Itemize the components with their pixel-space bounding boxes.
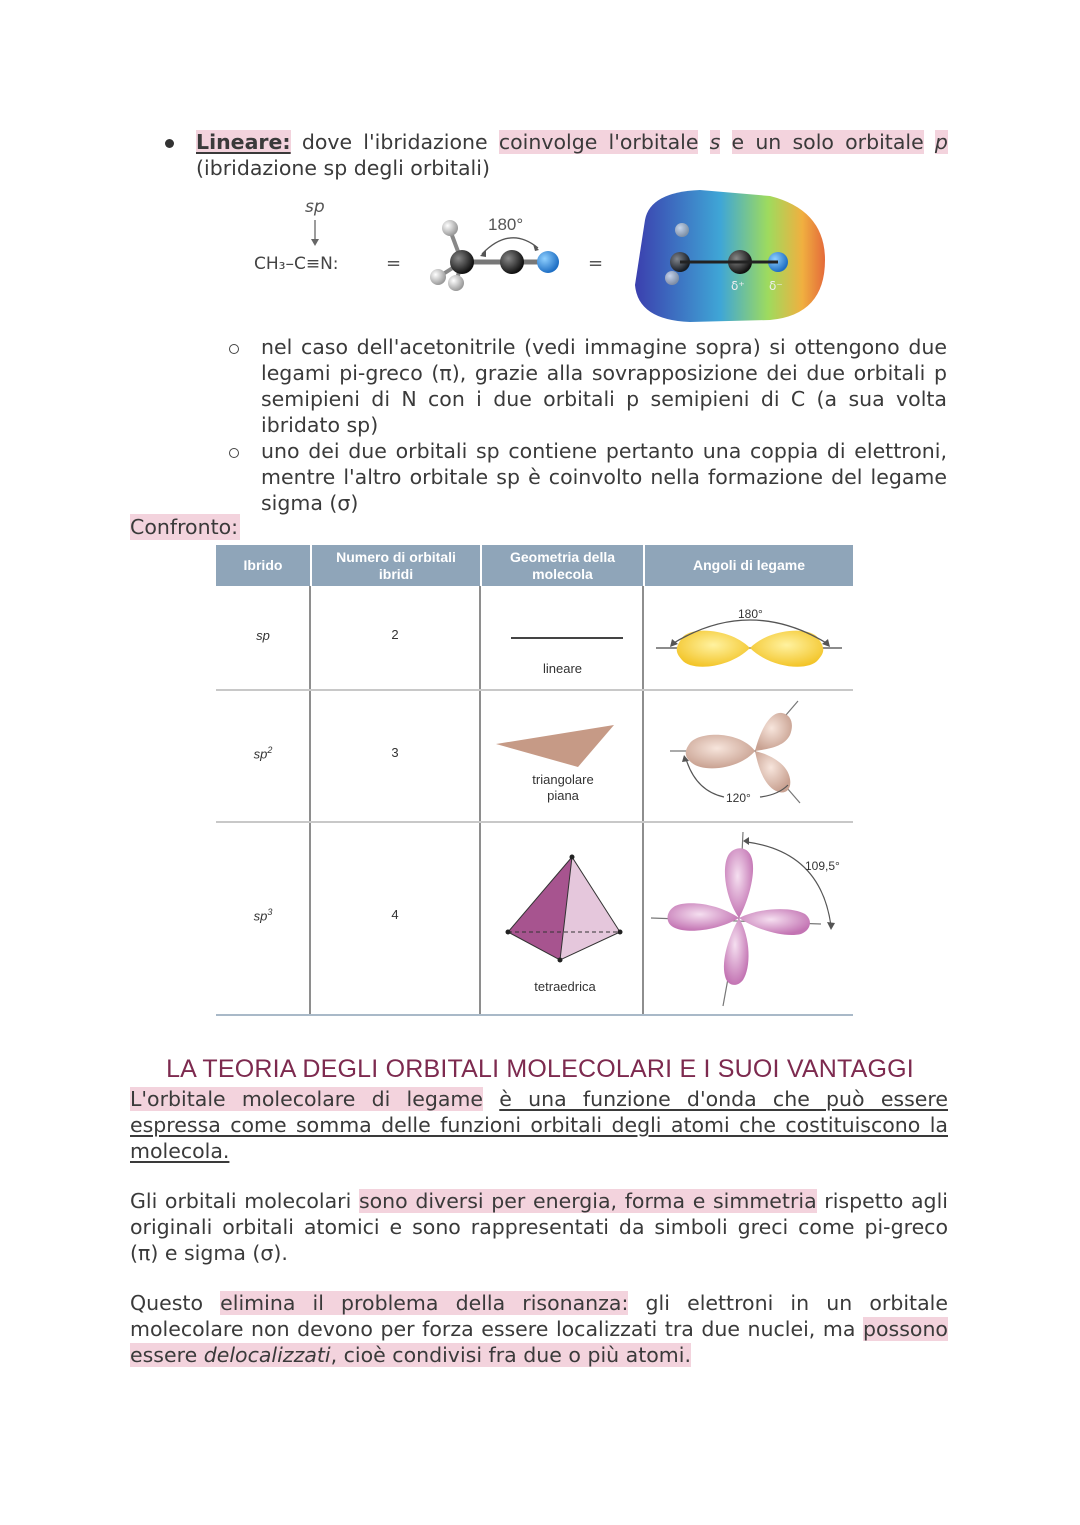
- sub-bullet-1: [229, 344, 239, 354]
- p2-highlight: sono diversi per energia, forma e simmetria: [358, 1189, 817, 1213]
- row-divider-1: [216, 689, 853, 691]
- lineare-term: Lineare:: [196, 130, 291, 154]
- p3-text-a: Questo: [130, 1291, 204, 1315]
- p2-text-a: Gli orbitali molecolari: [130, 1189, 352, 1213]
- row-divider-2: [216, 821, 853, 823]
- row2-ibrido: $sp^2$: [253, 745, 273, 762]
- sp3-orbital-icon: [645, 828, 853, 1008]
- sub1-line-2: legami pi-greco (π), grazie alla sovrapposizione dei due orbitali p: [261, 361, 947, 385]
- lineare-paragraph: [196, 129, 948, 181]
- sp-orbital-icon: [650, 600, 850, 680]
- p1-highlight: L'orbitale molecolare di legame: [130, 1087, 484, 1111]
- p3-delocalizzati: delocalizzati: [203, 1343, 331, 1367]
- angle-label-180: 180°: [488, 215, 524, 234]
- lineare-line-2: (ibridazione sp degli orbitali): [196, 156, 490, 180]
- section-title: LA TEORIA DEGLI ORBITALI MOLECOLARI E I SUOI VANTAGGI: [166, 1055, 914, 1083]
- p3-text-b: gli elettroni in un orbitale: [645, 1291, 948, 1315]
- sp2-orbital-icon: [660, 695, 850, 815]
- header-numero: Numero di orbitali ibridi: [312, 545, 480, 586]
- equals-2: =: [588, 253, 604, 274]
- linear-geometry-line: [511, 637, 623, 639]
- equals-1: =: [386, 253, 402, 274]
- p2-line-3: (π) e sigma (σ).: [130, 1241, 288, 1265]
- paragraph-1: [130, 1086, 948, 1164]
- p2-text-b: rispetto agli: [824, 1189, 948, 1213]
- p3-highlight-2: possono: [862, 1317, 948, 1341]
- p1-line-2: espressa come somma delle funzioni orbitali degli atomi che costituiscono la: [130, 1113, 948, 1137]
- row3-numero: 4: [391, 907, 399, 922]
- row3-angolo: 109,5°: [805, 859, 840, 873]
- paragraph-3: [130, 1290, 948, 1368]
- p2-line-2: originali orbitali atomici e sono rappresentati da simboli greci come pi-greco: [130, 1215, 948, 1239]
- sp-label: sp: [305, 197, 325, 217]
- p3-line-3: [130, 1342, 948, 1368]
- col-divider-1: [309, 586, 311, 1016]
- sub2-line-1: uno dei due orbitali sp contiene pertanto una coppia di elettroni,: [261, 439, 947, 463]
- acetonitrile-svg: [250, 190, 850, 330]
- row3-ibrido: $sp^3$: [253, 907, 273, 924]
- row2-geometria: triangolare piana: [532, 772, 594, 803]
- p3-text-essere: essere: [130, 1343, 198, 1367]
- p3-line-2: [130, 1316, 948, 1342]
- row2-numero: 3: [391, 745, 399, 760]
- row3-geometria: tetraedrica: [534, 979, 596, 994]
- lineare-line-1: [196, 129, 948, 155]
- p3-text-line2: molecolare non devono per forza essere localizzati tra due nuclei, ma: [130, 1317, 856, 1341]
- sub-bullet-paragraph-2: [261, 438, 947, 516]
- header-angoli: Angoli di legame: [645, 545, 853, 586]
- row1-numero: 2: [391, 627, 399, 642]
- p1-underlined-1: è una funzione d'onda che può essere: [499, 1087, 948, 1111]
- lineare-text-p: p: [934, 130, 948, 154]
- p3-highlight-1: elimina il problema della risonanza:: [220, 1291, 629, 1315]
- bullet-dot: [165, 139, 174, 148]
- lineare-text-s: s: [709, 130, 721, 154]
- row1-geometria: lineare: [542, 661, 583, 676]
- p1-line-1: [130, 1086, 948, 1112]
- sub-bullet-2: [229, 448, 239, 458]
- lineare-text-d: e un solo orbitale: [731, 130, 924, 154]
- col-divider-3: [642, 586, 644, 1016]
- p2-line-1: [130, 1188, 948, 1214]
- confronto-label: Confronto:: [130, 515, 239, 539]
- p3-text-end: , cioè condivisi fra due o più atomi.: [330, 1343, 691, 1367]
- header-ibrido: Ibrido: [216, 545, 310, 586]
- header-geometria: Geometria della molecola: [482, 545, 643, 586]
- paragraph-2: [130, 1188, 948, 1266]
- sub2-line-3: sigma (σ): [261, 491, 359, 515]
- sub1-line-1: nel caso dell'acetonitrile (vedi immagine sopra) si ottengono due: [261, 335, 947, 359]
- row2-angolo: 120°: [726, 791, 751, 805]
- delta-minus: δ⁻: [769, 279, 783, 293]
- p3-line-1: [130, 1290, 948, 1316]
- sub1-line-3: semipieni di N con i due orbitali p semipieni di C (a sua volta: [261, 387, 947, 411]
- lineare-text-b: coinvolge l'orbitale: [498, 130, 699, 154]
- lineare-text-a: dove l'ibridazione: [301, 130, 488, 154]
- p1-line-3: molecola.: [130, 1139, 230, 1163]
- trigonal-planar-shape: [494, 722, 618, 770]
- col-divider-2: [479, 586, 481, 1016]
- row1-ibrido: sp: [256, 628, 270, 643]
- sub2-line-2: mentre l'altro orbitale sp è coinvolto nella formazione del legame: [261, 465, 947, 489]
- sub1-line-4: ibridato sp): [261, 413, 379, 437]
- acetonitrile-figure: [250, 190, 850, 330]
- acetonitrile-formula: CH₃–C≡N:: [254, 254, 339, 274]
- delta-plus: δ⁺: [731, 279, 745, 293]
- sub-bullet-paragraph-1: [261, 334, 947, 438]
- row1-angolo: 180°: [738, 607, 763, 621]
- tetrahedral-shape: [502, 852, 628, 968]
- table-bottom: [216, 1014, 853, 1016]
